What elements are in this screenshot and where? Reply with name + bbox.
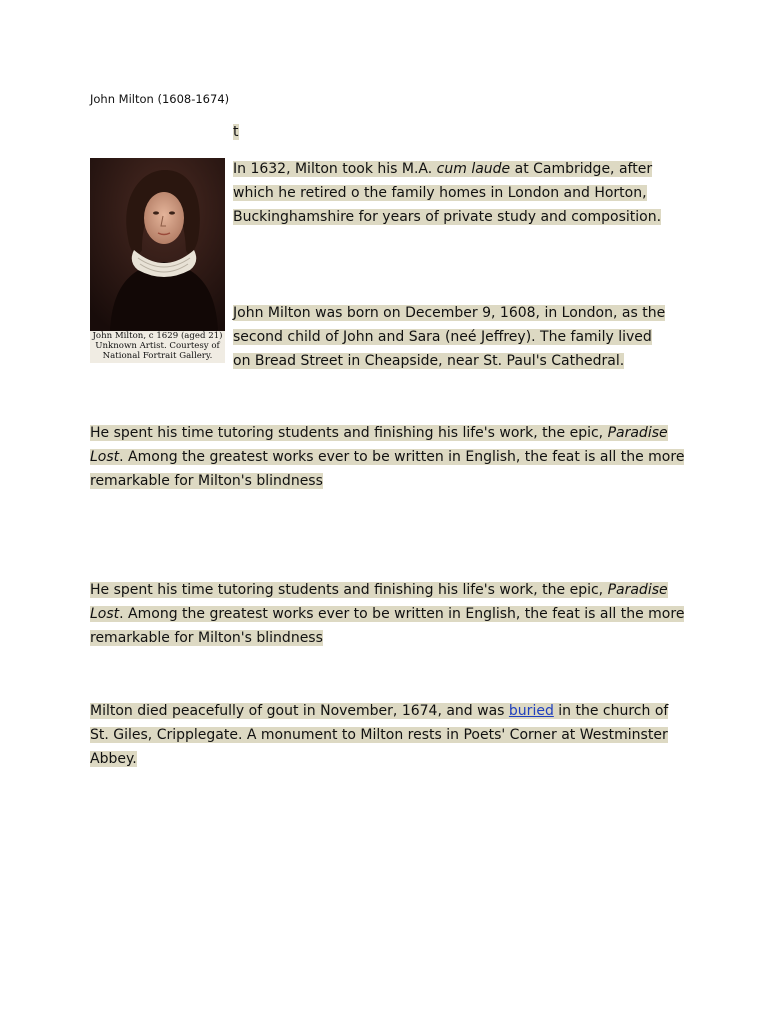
milton-portrait-image bbox=[90, 158, 225, 331]
paragraph-paradise-lost-duplicate: He spent his time tutoring students and finishing his life's work, the epic, Paradise Lost. Among the greatest works ever to be written in English, the feat is all the more remarkable for Milton's blindness bbox=[90, 582, 685, 646]
caption-line-3: National Fortrait Gallery. bbox=[102, 351, 213, 361]
portrait-drawing bbox=[90, 158, 225, 331]
paragraph-death: Milton died peacefully of gout in November, 1674, and was buried in the church of St. Giles, Cripplegate. A monument to Milton rests in Poets' Corner at Westminster Abbey. bbox=[90, 703, 669, 767]
buried-link[interactable]: buried bbox=[508, 703, 554, 719]
paragraph-cambridge: In 1632, Milton took his M.A. cum laude at Cambridge, after which he retired o the family homes in London and Horton, Buckinghamshire for years of private study and composition. bbox=[233, 161, 662, 225]
paragraph-birth: John Milton was born on December 9, 1608, in London, as the second child of John and Sara (neé Jeffrey). The family lived on Bread Street in Cheapside, near St. Paul's Cathedral. bbox=[233, 305, 666, 369]
portrait-caption bbox=[90, 331, 225, 363]
paragraph-paradise-lost: He spent his time tutoring students and finishing his life's work, the epic, Paradise Lost. Among the greatest works ever to be written in English, the feat is all the more remarkable for Milton's blindness bbox=[90, 425, 685, 489]
paradise-lost-emphasis: Paradise Lost bbox=[90, 425, 668, 465]
stray-character: t bbox=[233, 124, 239, 140]
paradise-lost-emphasis: Paradise Lost bbox=[90, 582, 668, 622]
cum-laude-emphasis: cum laude bbox=[436, 161, 511, 177]
caption-line-2: Unknown Artist. Courtesy of bbox=[95, 341, 220, 351]
caption-line-1: John Milton, c 1629 (aged 21) bbox=[92, 331, 223, 341]
document-title: John Milton (1608-1674) bbox=[90, 92, 230, 106]
